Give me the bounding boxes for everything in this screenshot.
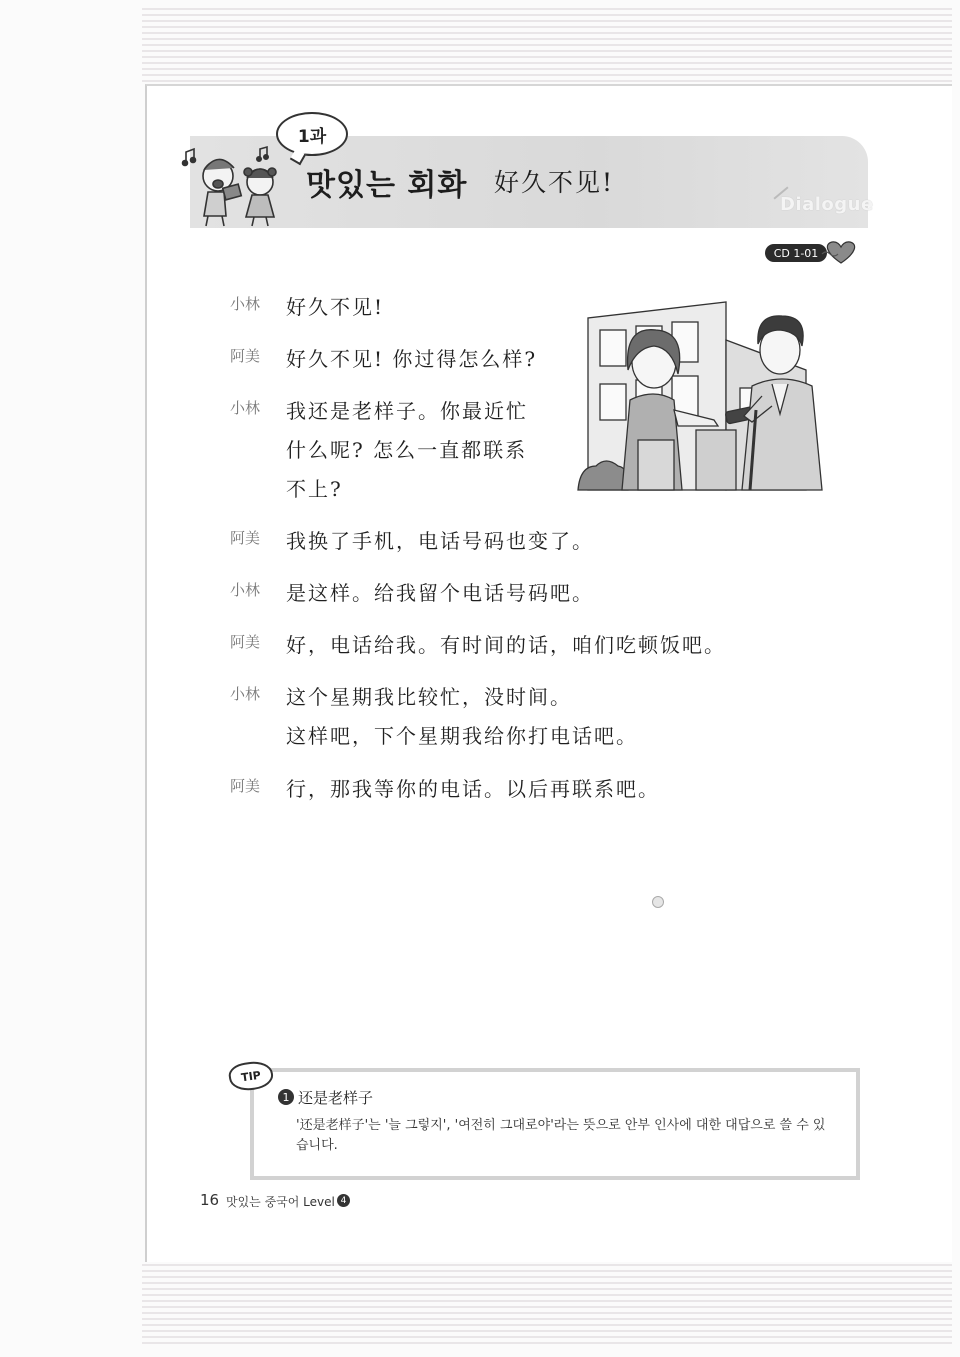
dialogue-text-line: 是这样。给我留个电话号码吧。 <box>286 581 594 605</box>
dialogue-text-line: 我还是老样子。你最近忙 <box>286 399 528 423</box>
level-number: 4 <box>337 1194 350 1207</box>
dialogue-text <box>286 770 660 809</box>
lesson-subtitle: 好久不见! <box>494 168 615 197</box>
dialogue-text-line: 好久不见! <box>286 295 385 319</box>
dialogue-text <box>286 574 594 613</box>
dialogue-text <box>286 522 594 561</box>
lesson-number: 1과 <box>297 126 327 147</box>
dialogue-text <box>286 678 638 756</box>
dialogue-text-line: 这样吧，下个星期我给你打电话吧。 <box>286 724 638 748</box>
dialogue-text <box>286 288 384 327</box>
dialogue-text-line: 不上? <box>286 477 343 501</box>
tip-number: 1 <box>278 1089 294 1105</box>
tip-heading: 还是老样子 <box>298 1089 374 1107</box>
speaker-name: 阿美 <box>230 633 261 651</box>
tip-badge-label: TIP <box>240 1068 262 1084</box>
page-number: 16 <box>200 1191 220 1209</box>
book-title: 맛있는 중국어 Level <box>226 1195 335 1209</box>
dialogue-text <box>286 340 537 379</box>
dialogue-text <box>286 626 726 665</box>
dialogue-text-line: 好，电话给我。有时间的话，咱们吃顿饭吧。 <box>286 633 726 657</box>
speaker-name: 小林 <box>230 685 261 703</box>
speaker-name: 小林 <box>230 399 261 417</box>
tip-body: '还是老样子'는 '늘 그렇지', '여전히 그대로야'라는 뜻으로 안부 인사에 대한 대답으로 쓸 수 있습니다. <box>296 1118 826 1153</box>
dialogue-text-line: 我换了手机，电话号码也变了。 <box>286 529 594 553</box>
section-title: 맛있는 회화 <box>306 168 468 203</box>
phone-exchange-illustration <box>576 300 848 496</box>
speaker-name: 小林 <box>230 295 261 313</box>
lesson-number-bubble <box>276 112 348 156</box>
speaker-name: 阿美 <box>230 777 261 795</box>
speaker-name: 阿美 <box>230 529 261 547</box>
singing-kids-illustration <box>180 140 290 230</box>
page-edge-top <box>142 8 952 84</box>
dialogue-text <box>286 392 528 509</box>
dialogue-text-line: 这个星期我比较忙，没时间。 <box>286 685 572 709</box>
heart-icon <box>818 238 864 266</box>
dialogue-text-line: 行，那我等你的电话。以后再联系吧。 <box>286 777 660 801</box>
dialogue-text-line: 好久不见! 你过得怎么样? <box>286 347 538 371</box>
dialogue-text-line: 什么呢? 怎么一直都联系 <box>286 438 528 462</box>
speaker-name: 阿美 <box>230 347 261 365</box>
dialogue-tag: Dialogue <box>780 194 874 215</box>
speaker-name: 小林 <box>230 581 261 599</box>
scan-dot <box>652 896 664 908</box>
cd-track-label: CD 1-01 <box>773 246 819 260</box>
page-edge-bottom <box>142 1264 952 1348</box>
